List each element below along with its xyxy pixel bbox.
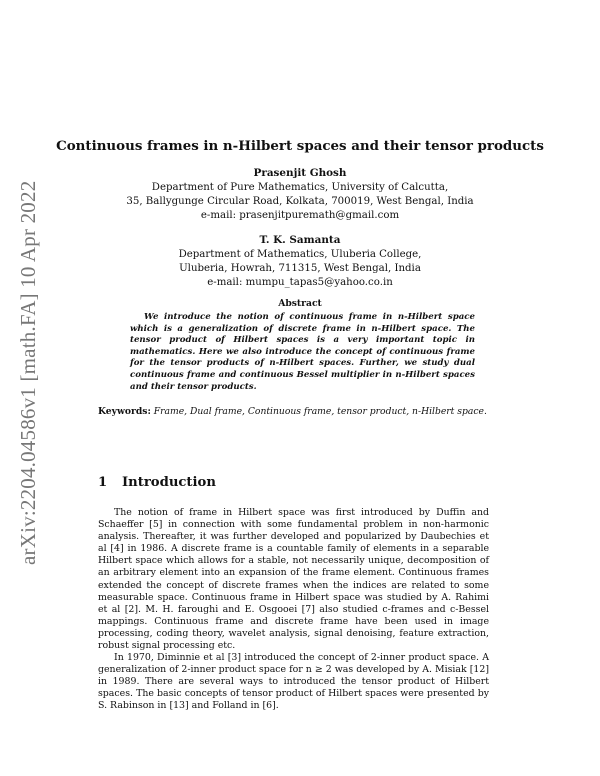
- body-paragraph: The notion of frame in Hilbert space was first introduced by Duffin and Schaeffer [5] in connection with some fundamental problem in non-harmonic analysis. Thereafter, it was further developed and popularized by Daubechies et al [4] in 1986. A discrete frame is a countable family of elements in a separable Hilbert space which allows for a stable, not necessarily unique, decomposition of an arbitrary element into an expansion of the frame element. Continuous frames extended the concept of discrete frames when the indices are related to some measurable space. Continuous frame in Hilbert space was studied by A. Rahimi et al [2]. M. H. faroughi and E. Osgooei [7] also studied c-frames and c-Bessel mappings. Continuous frame and discrete frame have been used in image processing, coding theory, wavelet analysis, signal denoising, feature extraction, robust signal processing etc.: [98, 507, 489, 652]
- affiliation-line: Department of Pure Mathematics, University of Calcutta,: [151, 182, 449, 193]
- author-name: T. K. Samanta: [259, 234, 341, 246]
- author-affiliation: [0, 248, 600, 291]
- keywords-list: Frame, Dual frame, Continuous frame, tensor product, n-Hilbert space.: [153, 406, 487, 417]
- keywords: [98, 406, 518, 417]
- arxiv-identifier-stamp: arXiv:2204.04586v1 [math.FA] 10 Apr 2022: [16, 180, 40, 565]
- abstract-heading: Abstract: [278, 298, 322, 309]
- paper-title: Continuous frames in n-Hilbert spaces and their tensor products: [56, 138, 544, 154]
- section-heading: [98, 475, 216, 490]
- affiliation-line: Department of Mathematics, Uluberia College,: [178, 249, 422, 260]
- affiliation-line: 35, Ballygunge Circular Road, Kolkata, 700019, West Bengal, India: [126, 196, 474, 208]
- section-title: Introduction: [122, 475, 216, 490]
- author-email: e-mail: prasenjitpuremath@gmail.com: [200, 210, 400, 222]
- abstract-text: We introduce the notion of continuous frame in n-Hilbert space which is a generalization of discrete frame in n-Hilbert space. The tensor product of Hilbert spaces is a very important topic in mathematics. Here we also introduce the concept of continuous frame for the tensor products of n-Hilbert spaces. Further, we study dual continuous frame and continuous Bessel multiplier in n-Hilbert spaces and their tensor products.: [130, 312, 475, 392]
- author-name: Prasenjit Ghosh: [253, 167, 347, 179]
- affiliation-line: Uluberia, Howrah, 711315, West Bengal, India: [179, 263, 421, 275]
- section-number: 1: [98, 475, 108, 490]
- author-email: e-mail: mumpu_tapas5@yahoo.co.in: [207, 277, 393, 289]
- keywords-label: Keywords:: [98, 406, 151, 417]
- body-paragraph: In 1970, Diminnie et al [3] introduced the concept of 2-inner product space. A generalization of 2-inner product space for n ≥ 2 was developed by A. Misiak [12] in 1989. There are several ways to introduced the tensor product of Hilbert spaces. The basic concepts of tensor product of Hilbert spaces were presented by S. Rabinson in [13] and Folland in [6].: [98, 652, 489, 712]
- author-affiliation: [0, 181, 600, 224]
